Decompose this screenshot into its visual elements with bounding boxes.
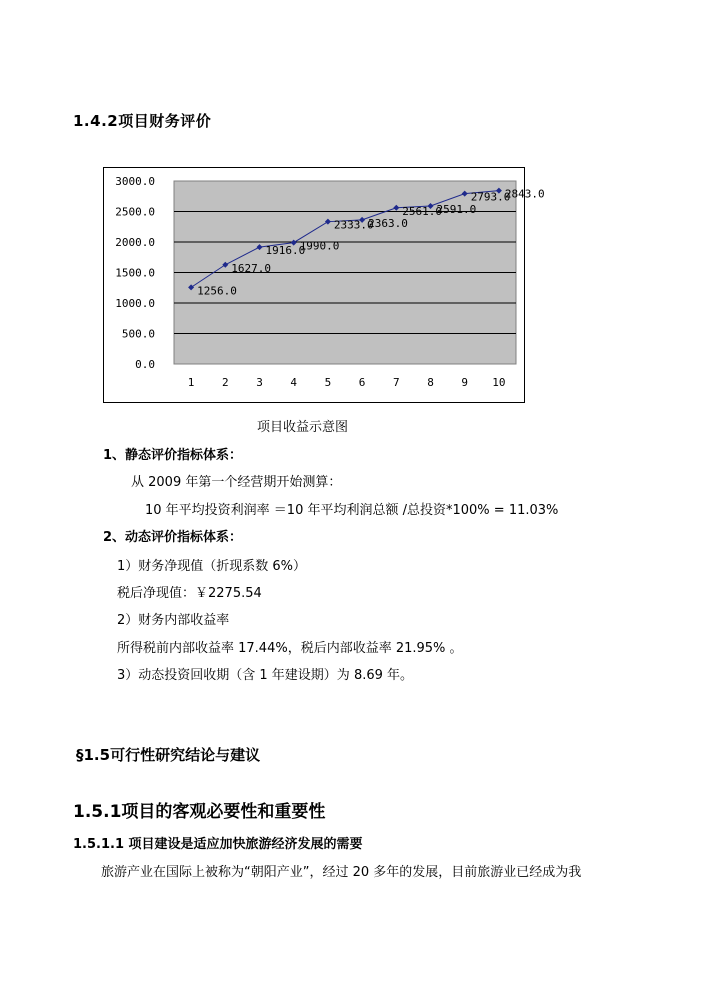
x-tick-label: 10 xyxy=(492,376,506,389)
irr-value: 所得税前内部收益率 17.44%，税后内部收益率 21.95% 。 xyxy=(117,641,463,656)
x-tick-label: 1 xyxy=(187,376,195,389)
data-label: 1990.0 xyxy=(299,239,340,253)
y-tick-label: 3000.0 xyxy=(115,175,155,188)
irr-title: 2）财务内部收益率 xyxy=(117,613,230,628)
chart-caption: 项目收益示意图 xyxy=(257,420,349,435)
static-eval-heading: 1、静态评价指标体系： xyxy=(103,448,243,463)
y-tick-label: 2000.0 xyxy=(115,236,155,249)
data-label: 2363.0 xyxy=(368,216,408,230)
section-1-5-1-1-heading: 1.5.1.1 项目建设是适应加快旅游经济发展的需要 xyxy=(73,837,363,852)
section-1-5-heading: §1.5可行性研究结论与建议 xyxy=(76,746,261,764)
section-1-5-1-heading: 1.5.1项目的客观必要性和重要性 xyxy=(73,802,326,822)
data-label: 2333.0 xyxy=(333,218,374,232)
data-label: 2561.0 xyxy=(402,204,443,218)
payback-period: 3）动态投资回收期（含 1 年建设期）为 8.69 年。 xyxy=(117,668,414,683)
x-tick-label: 4 xyxy=(290,376,298,389)
y-tick-label: 0.0 xyxy=(135,358,155,371)
revenue-line-chart xyxy=(103,167,545,404)
static-eval-formula: 10 年平均投资利润率 ＝10 年平均利润总额 /总投资*100% = 11.03% xyxy=(145,503,559,518)
x-tick-label: 7 xyxy=(392,376,400,389)
data-label: 2843.0 xyxy=(504,187,545,201)
npv-title: 1）财务净现值（折现系数 6%） xyxy=(117,559,307,574)
static-eval-start-line: 从 2009 年第一个经营期开始测算： xyxy=(131,475,342,490)
y-tick-label: 1000.0 xyxy=(115,297,155,310)
data-label: 2591.0 xyxy=(436,202,477,216)
y-tick-label: 1500.0 xyxy=(115,266,155,280)
x-tick-label: 8 xyxy=(427,376,434,389)
x-tick-label: 5 xyxy=(324,376,332,389)
x-tick-label: 2 xyxy=(221,376,229,389)
y-tick-label: 500.0 xyxy=(121,327,155,341)
y-tick-label: 2500.0 xyxy=(115,205,155,219)
data-label: 1916.0 xyxy=(265,244,306,258)
data-label: 1627.0 xyxy=(231,261,272,275)
dynamic-eval-heading: 2、动态评价指标体系： xyxy=(103,530,243,545)
section-1-4-2-heading: 1.4.2项目财务评价 xyxy=(73,112,212,130)
x-tick-label: 9 xyxy=(461,376,469,389)
section-1-5-1-1-body: 旅游产业在国际上被称为“朝阳产业”，经过 20 多年的发展，目前旅游业已经成为我 xyxy=(101,865,582,880)
x-tick-label: 3 xyxy=(256,376,263,389)
x-tick-label: 6 xyxy=(358,376,366,389)
data-label: 1256.0 xyxy=(197,284,237,298)
data-label: 2793.0 xyxy=(470,190,511,204)
npv-value: 税后净现值：￥2275.54 xyxy=(117,586,262,601)
